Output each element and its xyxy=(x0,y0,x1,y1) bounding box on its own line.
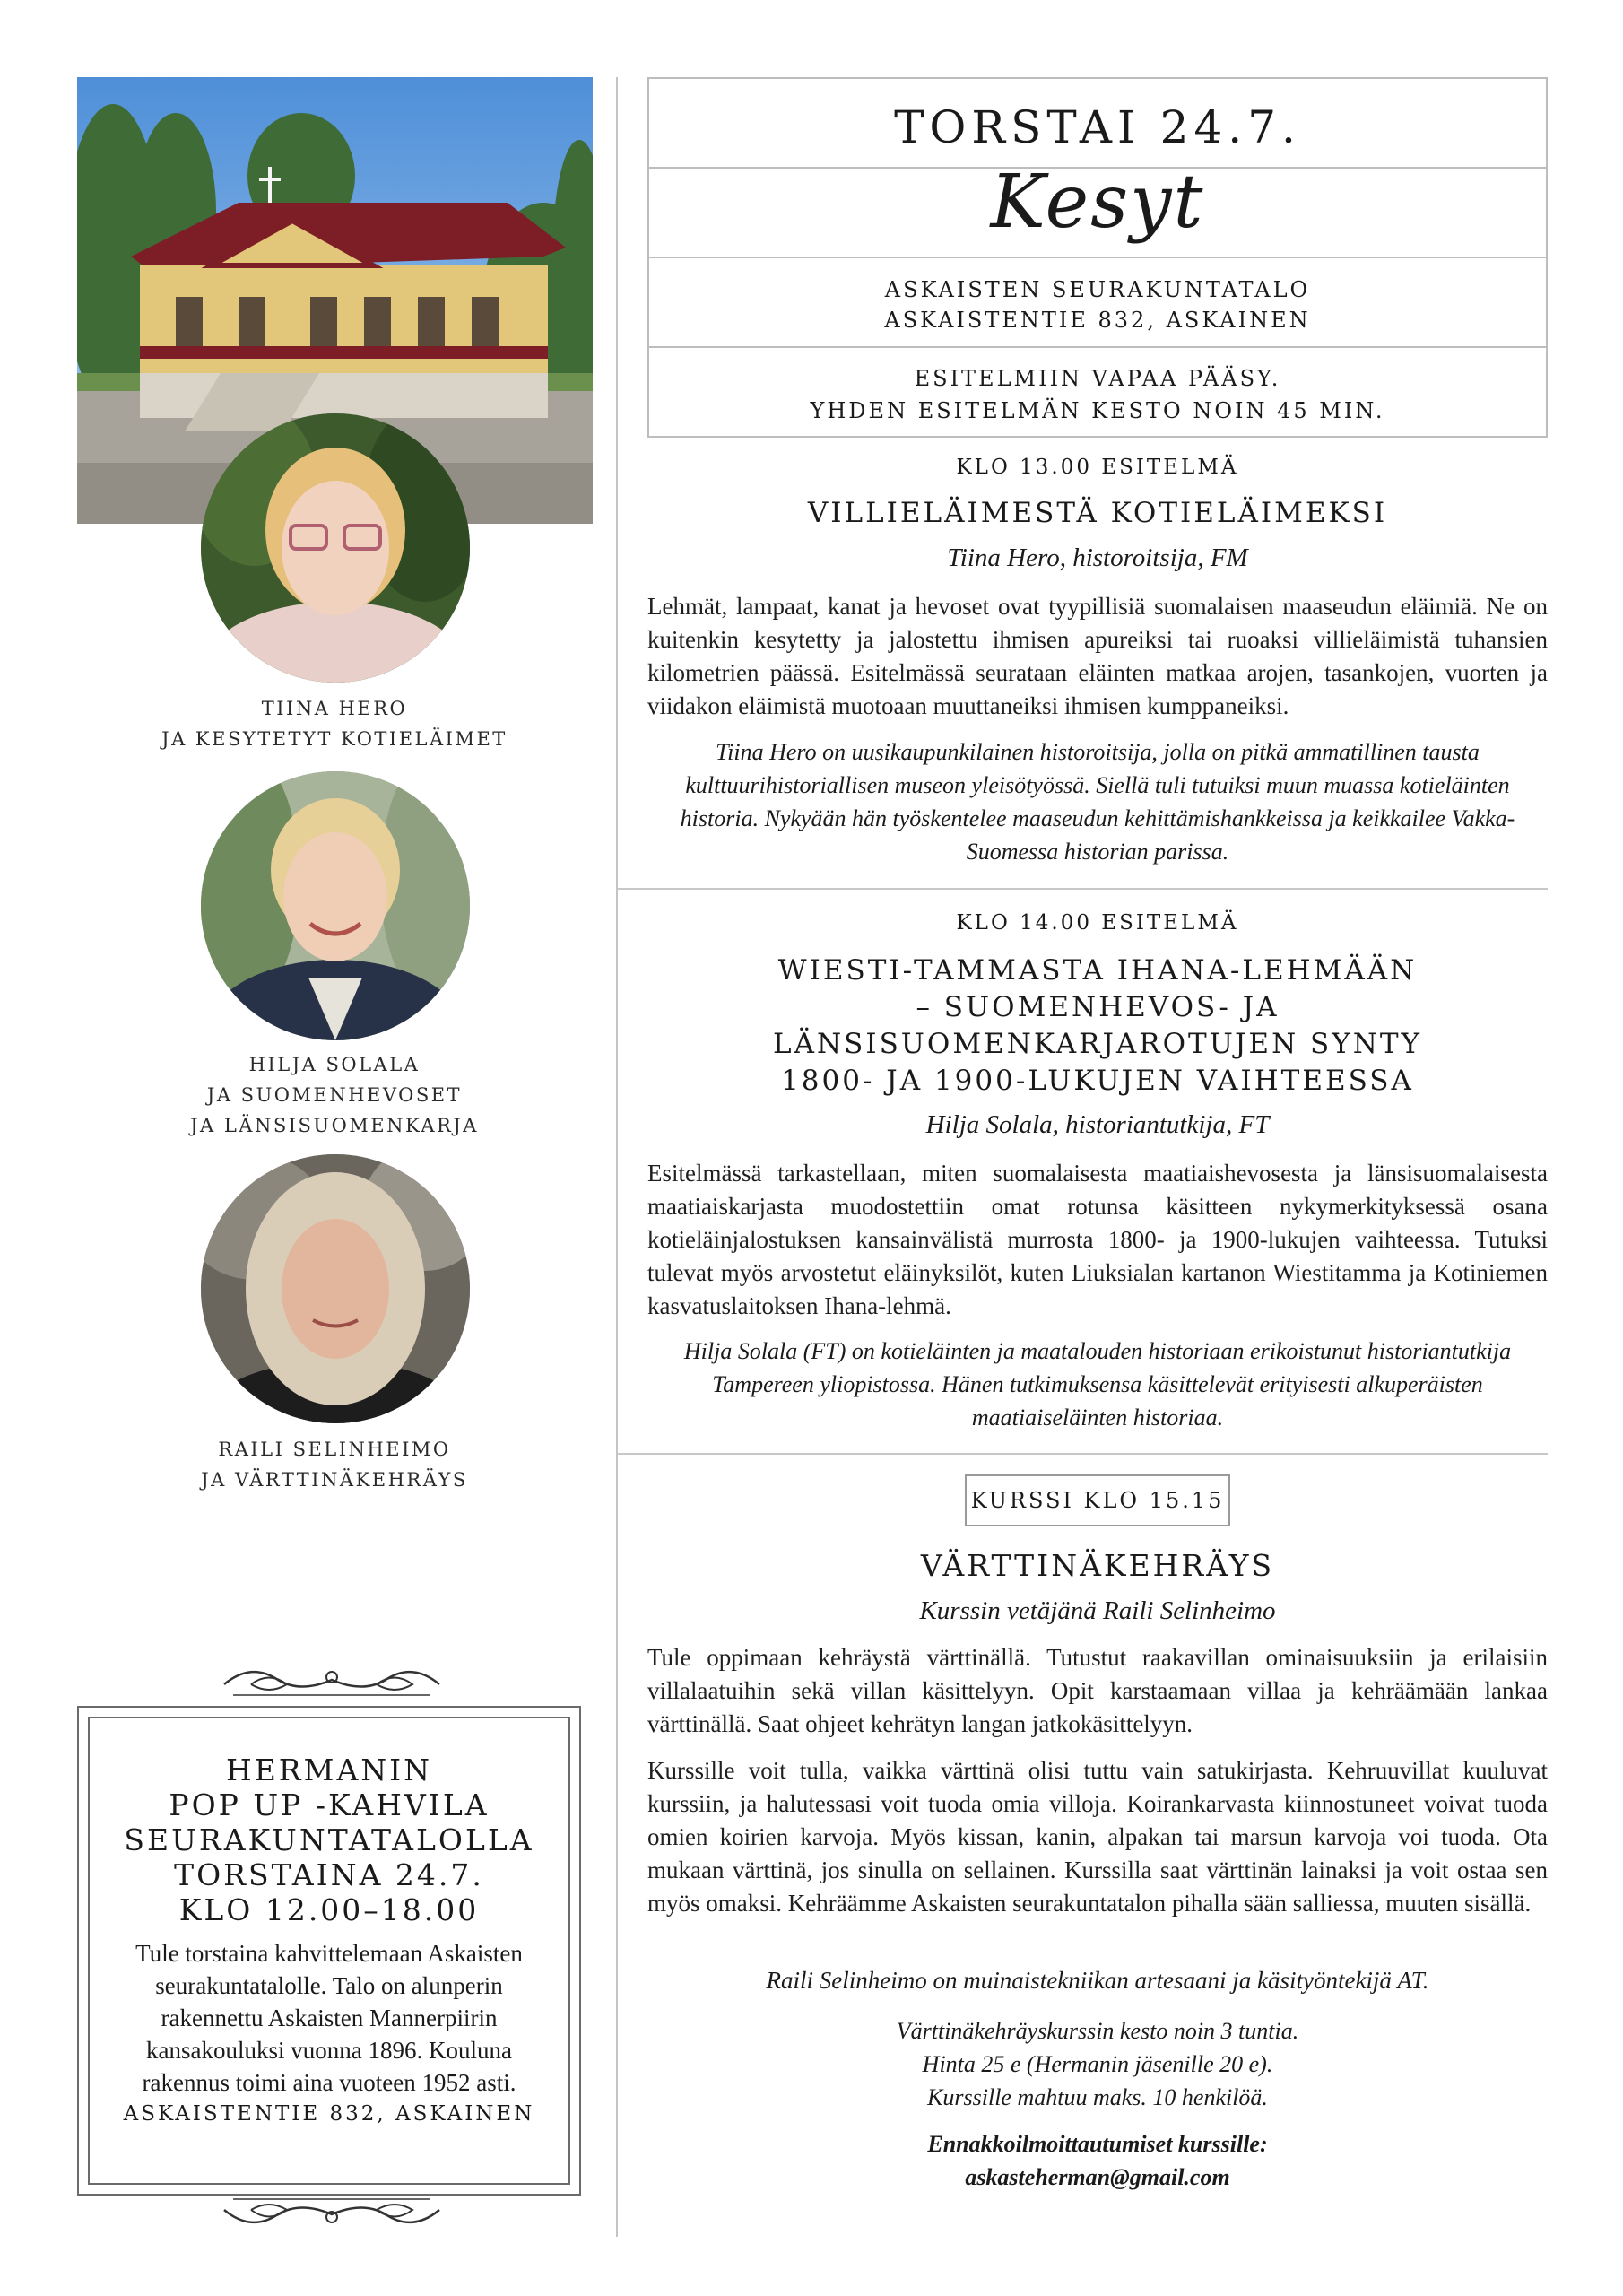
venue-name: ASKAISTEN SEURAKUNTATALO xyxy=(884,277,1311,302)
caption-line: HILJA SOLALA xyxy=(248,1054,421,1075)
portrait-tiina-hero xyxy=(201,413,470,683)
talk2-description: Esitelmässä tarkastellaan, miten suomalaisesta maatiaishevosesta ja länsisuomalaisesta maatiaiskarjasta muodostettiin omat rotunsa käsitteen nykymerkityksessä osana kotieläinjalostuksen kansainvälistä murrosta 1800- ja 1900-lukujen vaihteessa. Tutuksi tulevat myös arvostetut eläinyksilöt, kuten Liuksialan kartanon Wiestitamma ja Kotiniemen kasvatuslaitoksen Ihana-lehmä. xyxy=(647,1160,1548,1319)
talk2-title-line: – SUOMENHEVOS- JA xyxy=(916,991,1280,1023)
cafe-info-box xyxy=(77,1706,581,2196)
flourish-ornament-bottom xyxy=(215,2192,448,2240)
course-price: Hinta 25 e (Hermanin jäsenille 20 e). xyxy=(922,2051,1273,2077)
cafe-title-line: POP UP -KAHVILA xyxy=(169,1787,490,1822)
cafe-address: ASKAISTENTIE 832, ASKAINEN xyxy=(123,2102,535,2126)
section-divider xyxy=(617,888,1548,890)
column-divider xyxy=(616,77,618,2237)
course-details-text: Kurssille voit tulla, vaikka värttinä olisi tuttu vain satukirjasta. Kehruuvillat kuuluvat kurssiin, ja halutessasi voit tuoda omia villoja. Koirankarvasta kiinnostuneet voivat tuoda omien koirien karvoja. Myös kissan, kanin, alpakan tai marsun karvoja voi tuoda. Ota mukaan värttinä, jos sinulla on sellainen. Kurssilla saat värttinän lainaksi ja voit ostaa sen myös omaksi. Kehräämme Askaisten seurakuntatalon pihalla sään salliessa, muuten sisällä. xyxy=(647,1757,1548,1917)
talk1-title: VILLIELÄIMESTÄ KOTIELÄIMEKSI xyxy=(807,497,1388,529)
course-leader: Kurssin vetäjänä Raili Selinheimo xyxy=(919,1596,1276,1625)
cafe-title-line: HERMANIN xyxy=(225,1752,433,1787)
talk2-title-line: LÄNSISUOMENKARJAROTUJEN SYNTY xyxy=(772,1028,1423,1060)
cafe-title-line: TORSTAINA 24.7. xyxy=(174,1857,484,1892)
venue-address: ASKAISTENTIE 832, ASKAINEN xyxy=(884,308,1311,333)
caption-line: RAILI SELINHEIMO xyxy=(218,1439,451,1460)
portrait-raili-selinheimo xyxy=(201,1154,470,1423)
cafe-description: Tule torstaina kahvittelemaan Askaisten seurakuntatalolle. Talo on alunperin rakennettu Askaisten Mannerpiirin kansakouluksi vuonna 1896. Kouluna rakennus toimi aina vuoteen 1952 asti. xyxy=(135,1940,523,2096)
course-time-badge: KURSSI KLO 15.15 xyxy=(965,1474,1230,1526)
course-title: VÄRTTINÄKEHRÄYS xyxy=(920,1548,1275,1583)
talk1-speaker-bio: Tiina Hero on uusikaupunkilainen historoitsija, jolla on pitkä ammatillinen tausta kulttuurihistoriallisen museon yleisötyössä. Siellä tuli tutuiksi muun muassa kotieläinten historia. Nykyään hän työskentelee maaseudun kehittämishankkeissa ja keikkailee Vakka-Suomessa historian parissa. xyxy=(680,739,1515,865)
course-signup-label: Ennakkoilmoittautumiset kurssille: xyxy=(927,2131,1268,2157)
event-header-box xyxy=(647,77,1548,438)
talk1-speaker: Tiina Hero, historoitsija, FM xyxy=(947,544,1248,572)
talk2-speaker-bio: Hilja Solala (FT) on kotieläinten ja maatalouden historiaan erikoistunut historiantutkija Tampereen yliopistossa. Hänen tutkimuksensa käsittelevät erityisesti alkuperäisten maatiaiseläinten historiaa. xyxy=(683,1338,1512,1431)
caption-line: JA SUOMENHEVOSET xyxy=(206,1084,463,1106)
event-theme: Kesyt xyxy=(990,160,1205,245)
info-duration: YHDEN ESITELMÄN KESTO NOIN 45 MIN. xyxy=(810,398,1385,423)
talk2-time: KLO 14.00 ESITELMÄ xyxy=(956,911,1239,935)
caption-hilja-solala xyxy=(101,1049,568,1141)
talk2-speaker: Hilja Solala, historiantutkija, FT xyxy=(925,1110,1270,1139)
talk2-title xyxy=(647,952,1548,1100)
caption-line: JA VÄRTTINÄKEHRÄYS xyxy=(201,1469,468,1491)
caption-raili-selinheimo xyxy=(101,1434,568,1495)
course-capacity: Kurssille mahtuu maks. 10 henkilöä. xyxy=(927,2084,1268,2110)
section-divider xyxy=(617,1453,1548,1455)
cafe-title xyxy=(90,1752,568,1927)
cafe-title-line: KLO 12.00–18.00 xyxy=(178,1892,480,1927)
flourish-ornament-top xyxy=(215,1657,448,1706)
header-theme-row xyxy=(649,160,1546,258)
talk1-time: KLO 13.00 ESITELMÄ xyxy=(956,456,1239,479)
caption-line: TIINA HERO xyxy=(261,698,408,719)
caption-tiina-hero xyxy=(101,693,568,754)
event-date: TORSTAI 24.7. xyxy=(894,101,1301,153)
talk2-title-line: 1800- JA 1900-LUKUJEN VAIHTEESSA xyxy=(781,1065,1414,1097)
header-venue-row xyxy=(649,258,1546,348)
portrait-hilja-solala xyxy=(201,771,470,1040)
talk2-title-line: WIESTI-TAMMASTA IHANA-LEHMÄÄN xyxy=(777,954,1418,987)
caption-line: JA LÄNSISUOMENKARJA xyxy=(190,1115,479,1136)
caption-line: JA KESYTETYT KOTIELÄIMET xyxy=(161,728,508,750)
course-practical-info xyxy=(647,2014,1548,2114)
course-description: Tule oppimaan kehräystä värttinällä. Tutustut raakavillan ominaisuuksiin ja erilaisiin villalaatuihin sekä villan käsittelyyn. Opit karstaamaan villaa ja kehräämään lankaa värttinällä. Saat ohjeet kehrätyn langan jatkokäsittelyyn. xyxy=(647,1644,1548,1737)
header-date-row xyxy=(649,79,1546,169)
course-duration: Värttinäkehräyskurssin kesto noin 3 tuntia. xyxy=(896,2018,1299,2044)
cafe-title-line: SEURAKUNTATALOLLA xyxy=(124,1822,534,1857)
info-free-entry: ESITELMIIN VAPAA PÄÄSY. xyxy=(914,366,1281,391)
course-leader-bio: Raili Selinheimo on muinaistekniikan artesaani ja käsityöntekijä AT. xyxy=(766,1967,1429,1994)
course-signup-email[interactable]: askasteherman@gmail.com xyxy=(965,2164,1230,2190)
header-info-row xyxy=(649,348,1546,438)
talk1-description: Lehmät, lampaat, kanat ja hevoset ovat tyypillisiä suomalaisen maaseudun eläimiä. Ne on kuitenkin kesytetty ja jalostettu ihmisen apureiksi tai ruoaksi villieläimistä tuhansien kilometrien päässä. Esitelmässä seurataan eläinten matkaa arojen, tasankojen, vuorten ja viidakon eläimistä muotoaan muuttaneiksi ihmisen kumppaneiksi. xyxy=(647,593,1548,719)
